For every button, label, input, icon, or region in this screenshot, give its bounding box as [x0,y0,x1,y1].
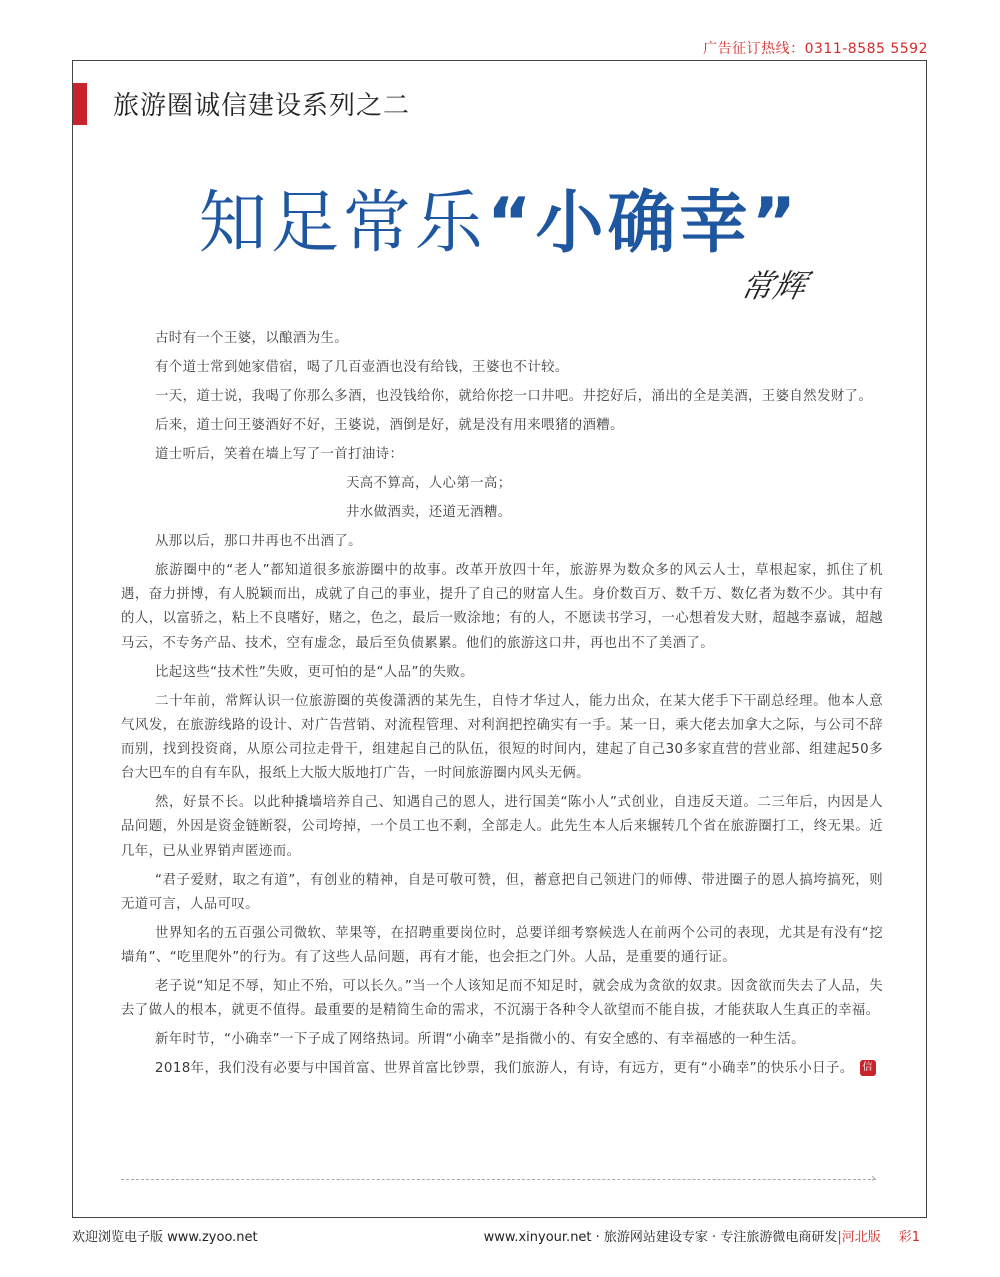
article-title [73,169,926,266]
footer-sponsor: www.xinyour.net · 旅游网站建设专家 · 专注旅游微电商研发 [483,1230,838,1245]
poem-line: 天高不算高，人心第一高； [346,476,512,491]
footer-website: 欢迎浏览电子版 www.zyoo.net [72,1230,258,1245]
series-accent-bar [73,83,87,125]
paragraph: 老子说“知足不辱，知止不殆，可以长久。”当一个人该知足而不知足时，就会成为贪欲的奴隶。因贪欲而失去了人品，失去了做人的根本，就更不值得。最重要的是精简生命的需求，不沉溺于各种令人欲望而不能自拔，才能获取人生真正的幸福。 [121,979,883,1019]
paragraph: 古时有一个王婆，以酿酒为生。 [155,331,349,346]
paragraph: 旅游圈中的“老人”都知道很多旅游圈中的故事。改革开放四十年，旅游界为数众多的风云人士，草根起家，抓住了机遇，奋力拼博，有人脱颖而出，成就了自己的事业，提升了自己的财富人生。身价数百万、数千万、数亿者为数不少。其中有的人，以富骄之，粘上不良嗜好，赌之，色之，最后一败涂地；有的人，不愿读书学习，一心想着发大财，超越李嘉诚，超越马云，不专务产品、技术，空有虚念，最后至负债累累。他们的旅游这口井，再也出不了美酒了。 [121,563,883,651]
author-signature: 常辉 [737,267,810,305]
paragraph: 比起这些“技术性”失败，更可怕的是“人品”的失败。 [155,664,474,680]
paragraph: 有个道士常到她家借宿，喝了几百壶酒也没有给钱，王婆也不计较。 [155,360,569,375]
footer-info [484,1226,920,1245]
series-title: 旅游圈诚信建设系列之二 [113,91,411,121]
paragraph-text: 2018年，我们没有必要与中国首富、世界首富比钞票，我们旅游人，有诗，有远方，更有“小确幸”的快乐小日子。 [155,1061,854,1077]
paragraph: “君子爱财，取之有道”，有创业的精神，自是可敬可赞，但，蓄意把自己领进门的师傅、带进圈子的恩人搞垮搞死，则无道可言，人品可叹。 [121,872,883,912]
article-body [121,327,883,1086]
article-frame [72,60,927,1218]
paragraph: 道士听后，笑着在墙上写了一首打油诗： [155,447,404,462]
end-seal-icon: 信 [860,1060,876,1076]
end-divider [121,1179,876,1180]
paragraph: 二十年前，常辉认识一位旅游圈的英俊潇洒的某先生，自恃才华过人，能力出众，在某大佬手下干副总经理。他本人意气风发，在旅游线路的设计、对广告营销、对流程管理、对利润把控确实有一手。某一日，乘大佬去加拿大之际，与公司不辞而别，找到投资商，从原公司拉走骨干，组建起自己的队伍，很短的时间内，建起了自己30多家直营的营业部、组建起50多台大巴车的自有车队，报纸上大版大版地打广告，一时间旅游圈内风头无俩。 [121,693,883,782]
paragraph: 一天，道士说，我喝了你那么多酒，也没钱给你，就给你挖一口井吧。井挖好后，涌出的全是美酒，王婆自然发财了。 [155,389,873,404]
paragraph: 从那以后，那口井再也不出酒了。 [155,534,362,549]
article-title-main: 知足常乐 [198,184,487,263]
poem-line: 井水做酒卖，还道无酒糟。 [346,505,512,520]
ad-hotline: 广告征订热线：0311-8585 5592 [703,41,928,57]
arrow-right-icon: › [871,1171,876,1185]
footer-edition: |河北版 [837,1230,881,1245]
paragraph: 世界知名的五百强公司微软、苹果等，在招聘重要岗位时，总要详细考察候选人在前两个公司的表现，尤其是有没有“挖墙角”、“吃里爬外”的行为。有了这些人品问题，再有才能，也会拒之门外。人品，是重要的通行证。 [121,925,883,966]
paragraph: 新年时节，“小确幸”一下子成了网络热词。所谓“小确幸”是指微小的、有安全感的、有幸福感的一种生活。 [155,1032,805,1048]
paragraph: 然，好景不长。以此种撬墙培养自己、知遇自己的恩人，进行国美“陈小人”式创业，自违反天道。二三年后，内因是人品问题，外因是资金链断裂，公司垮掉，一个员工也不剩，全部走人。此先生本人后来辗转几个省在旅游圈打工，终无果。近几年，已从业界销声匿迹而。 [121,795,883,859]
page-number: 彩1 [898,1230,920,1245]
paragraph: 后来，道士问王婆酒好不好，王婆说，酒倒是好，就是没有用来喂猪的酒糟。 [155,418,624,433]
last-paragraph [121,1057,883,1081]
article-title-emphasis: “小确幸” [486,184,801,263]
